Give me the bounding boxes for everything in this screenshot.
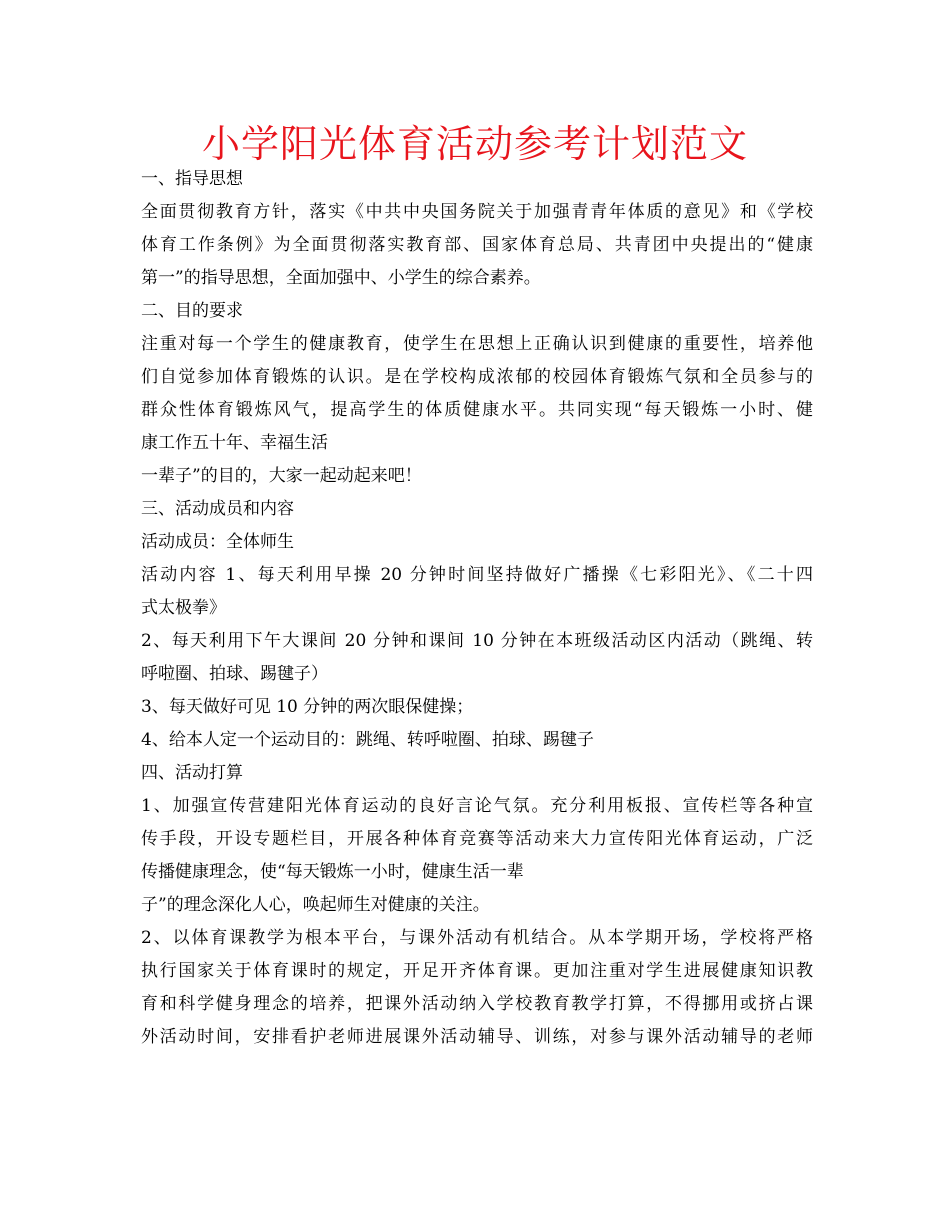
- text-line: 第一”的指导思想，全面加强中、小学生的综合素养。: [141, 268, 541, 288]
- text-line: 四、活动打算: [141, 763, 243, 783]
- text-line: 外活动时间，安排看护老师进展课外活动辅导、训练，对参与课外活动辅导的老师: [141, 1027, 813, 1047]
- text-line: 传手段，开设专题栏目，开展各种体育竞赛等活动来大力宣传阳光体育运动，广泛: [141, 829, 813, 849]
- text-line: 一辈子”的目的，大家一起动起来吧！: [141, 466, 422, 486]
- text-line: 传播健康理念，使“每天锻炼一小时，健康生活一辈: [141, 862, 524, 882]
- text-line: 4、给本人定一个运动目的：跳绳、转呼啦圈、拍球、踢毽子: [141, 730, 594, 750]
- text-line: 活动内容 1、每天利用早操 20 分钟时间坚持做好广播操《七彩阳光》、《二十四: [141, 565, 813, 585]
- text-line: 全面贯彻教育方针，落实《中共中央国务院关于加强青青年体质的意见》和《学校: [141, 202, 813, 222]
- text-line: 群众性体育锻炼风气，提高学生的体质健康水平。共同实现“每天锻炼一小时、健: [141, 400, 813, 420]
- text-line: 注重对每一个学生的健康教育，使学生在思想上正确认识到健康的重要性，培养他: [141, 334, 813, 354]
- text-line: 育和科学健身理念的培养，把课外活动纳入学校教育教学打算，不得挪用或挤占课: [141, 994, 813, 1014]
- text-line: 执行国家关于体育课时的规定，开足开齐体育课。更加注重对学生进展健康知识教: [141, 961, 813, 981]
- text-line: 体育工作条例》为全面贯彻落实教育部、国家体育总局、共青团中央提出的“健康: [141, 235, 813, 255]
- text-line: 一、指导思想: [141, 169, 243, 189]
- text-line: 子”的理念深化人心，唤起师生对健康的关注。: [141, 895, 490, 915]
- text-line: 活动成员：全体师生: [141, 532, 294, 552]
- document-title: 小学阳光体育活动参考计划范文: [201, 122, 748, 166]
- text-line: 式太极拳》: [141, 598, 226, 618]
- text-line: 2、以体育课教学为根本平台，与课外活动有机结合。从本学期开场，学校将严格: [141, 928, 813, 948]
- text-line: 二、目的要求: [141, 301, 243, 321]
- text-line: 三、活动成员和内容: [141, 499, 294, 519]
- text-line: 3、每天做好可见 10 分钟的两次眼保健操；: [141, 697, 474, 717]
- text-line: 们自觉参加体育锻炼的认识。是在学校构成浓郁的校园体育锻炼气氛和全员参与的: [141, 367, 813, 387]
- text-line: 康工作五十年、幸福生活: [141, 433, 328, 453]
- text-line: 呼啦圈、拍球、踢毽子）: [141, 664, 328, 684]
- text-line: 2、每天利用下午大课间 20 分钟和课间 10 分钟在本班级活动区内活动（跳绳、转: [141, 631, 813, 651]
- document-body: [141, 163, 813, 1054]
- text-line: 1、加强宣传营建阳光体育运动的良好言论气氛。充分利用板报、宣传栏等各种宣: [141, 796, 813, 816]
